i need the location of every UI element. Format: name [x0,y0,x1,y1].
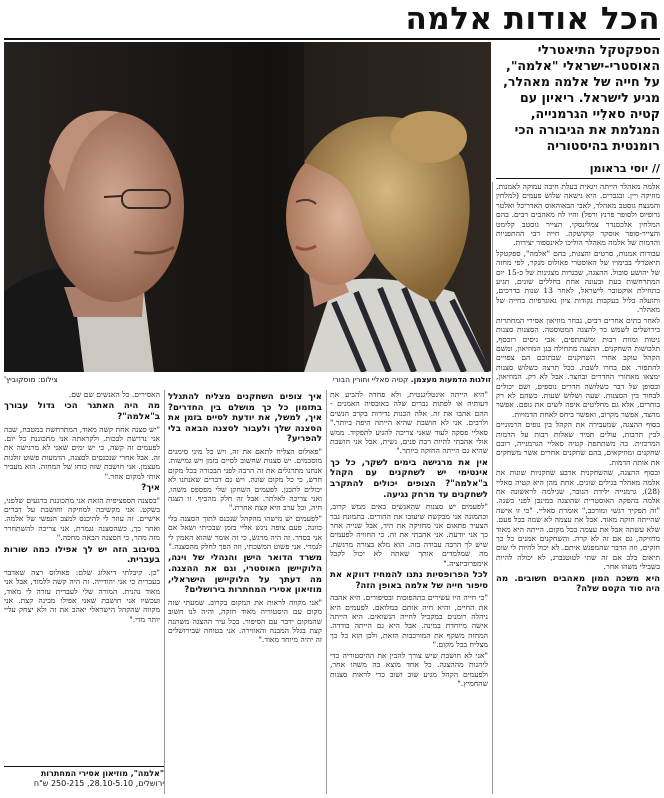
body-paragraph: האסירים. כל האנשים שם שם. [68,390,160,399]
body-paragraph: "פאולוס הצליח לתאם את זה, ויש כל מיני סימנים מוסכמים. יש סצנות שחשוב לסיים בזמן ויש גמישות. אנחנו מתרגלים את זה הרבה לפני הבכורה בכל מקום חדש, כי כל מקום שונה. ויש גם דברים שאנחנו לא יכולים לתכנן. לפעמים השחקן שלי מפספס משהו, ואני צריכה לאלתר. אבל זה חלק מהכיף. זו הצגה חיה, וכל ערב היא קצת אחרת." [168,446,322,513]
body-paragraph: "אני מקווה לראות את המקום בקרוב. שמעתי שזה מקום עם היסטוריה מאוד חזקה, והיה לנו חשוב שהמקום ידבר עם הסיפור. בכל עיר ההצגה משתנה קצת בגלל המבנה והאווירה. אני בטוחה שבירושלים זה יהיה מיוחד מאוד." [168,597,322,645]
article-deck: הספקטקל התיאטרלי האוסטרי-ישראלי "אלמה", על חייה של אלמה מאהלר, מגיע לישראל. ריאיון עם קטיה סאלִיי הגרמנייה, המגלמת את הגיבורה הכי רומנטית בהיסטוריה [503,42,660,153]
body-paragraph: אלמה מאהלר הייתה ויגאית בעלת חיבה עמוקה לאמנות, מוזיקה ויין. ובגברים. היא נישאה שלוש פעמים (למלחין והמנצח גוסטב מאהלר, לאבי הבאוהאוס האדריכל ואלטר גרופיוס ולסופר פרנץ ורפל) והיו לה מאהבים רבים. בהם המלחין אלכסנדר צמלינסקי, הצייר גוסטב קלימט והצייר-סופר אוסקר קוקושקה. חייה רבי ההתפניות והדמות של אלמה מאהלר הוליכו לאינספור יצירות. [496,182,660,248]
event-info-box [4,766,164,797]
event-details: ירושלים, 28.10-5.10, 250-215 ש"ח [33,779,164,788]
body-paragraph: "לפעמים יש מישהו מהקהל שנכנס לתוך הסצנה בלי כוונה. פעם צופה ניגש אליי בזמן שבכיתי ושאל אם אני בסדר. זה היה מרגש, כי זה אומר שהוא האמין לי לגמרי. אני פשוט המשכתי, וזה הפך לחלק מהסצנה." [168,513,322,552]
text-column-4 [4,390,160,762]
body-paragraph: "יש סצנה אחת קשה מאוד, המתרחשת במטבח, שבה אני נדרשת לבכות. ולקראתה אני מתכוננת כל יום. לפעמים זה קשה, כי יש ימים שאני לא מרגישה את זה. אבל אחרי שנכנסים לסצנה, הדמעות פשוט זולגות מעצמן. אני חושבת שזה כוחו של המחזה. הוא מעביר אותי למקום אחר." [4,424,160,481]
photo-caption [4,373,491,387]
interview-question: איך? [141,483,160,494]
body-paragraph: "אני לא חושבת שיש צורך להבין את ההיסטוריה כדי ליהנות מההצגה. כל אחד מוצא בה משהו אחר, ולפעמים הקהל מגיע שוב ושוב כדי לראות סצנות שהחמיץ." [330,650,488,688]
interview-question: בסיבוב הזה יש לך אפילו כמה שורות בעברית. [4,544,160,566]
caption-text [333,373,491,387]
body-paragraph: "כי חייה היו עשירים בתהפוכות ובסיפורים. היא אהבה את החיים, והיא חיה אותם במלואם. לפעמים היא ניהלה רומנים במקביל לחייה הנשואים. היא הייתה אישה מיוחדת במינה. אבל היא גם הייתה בודדה. המחזה משקף את המורכבות הזאת, ולכן הוא כל כך מצליח בכל מקום." [330,593,488,650]
interview-question: אין את מרגישה בימים לשקר, כל כך אינטימי יש לשחקנים עם הקהל ב"אלמה"? הצופים יכולים להתקרב לשחקנים עד מרחק נגיעה. [330,457,488,500]
byline: // יוסי בראומן [496,160,660,179]
column-divider [326,390,327,794]
body-paragraph: "כן. קיבלתי דיאלוג שלם: פאולוס רצה שאדבר בעברית כי אני יהודייה. זה היה קשה ללמוד, אבל אני מאוד נהנית. המורה שלי לעברית עזרה לי מאוד, ועכשיו אני חושבת שאני אפילו מבינה קצת. אני מקווה שהקהל הישראלי יאהב את זה ולא יצחק עליי יותר מדי." [4,567,160,624]
body-paragraph: עבודות אמנות, סרטים והצגות, בהם "אלמה", ספקטקל תיאטרלי בבימויו של האוסטרי פאולוס מנקר, לפי מחזה של יהושע סובול. ההצגה, שבגרות מצגינות של כ-15 יום המתרחשות בעת ובעונה אחת בחללים שונים, תגיע בתחילת אוקטובר לישראל, לאחר 13 שנות בדרכים, ותועלה בליל בעקבות נקודות ציון גאוגרפיות בחייה של מאהלר. [496,248,660,315]
caption-bold: זולגות הדמעות מעצמן. [410,375,491,384]
article-photo [4,42,491,372]
column-divider [492,182,493,794]
article-title: הכל אודות אלמה [405,1,660,37]
text-column-3 [168,390,322,794]
text-column-1 [496,182,660,794]
column-divider [164,390,165,794]
body-paragraph: בסוף ההצגה, שמעבירה את הקהל בין נופים הרמוניים לבין תרבות, עולים תמיד שאלות רבות על הדמות המרכזית. בה משתתפת קטיה סאליי הגרמנייה, רובם שחקנים ומוזיקאים, בהם שחקנים אחרים אשר משחקים את אותה הדמות. [496,420,660,467]
interview-question: איך צופים השחקנים מצליח להתגלל בתזמון כל כך מושלם בין החדרים? איך, למשל, את יודעת לסיים בזמן את הסצנה שלך ולעבור לסצנה הבאה בלי להפריע? [168,392,322,445]
body-paragraph: "לפעמים יש סצנות שהאנשים באים ממש קרוב, ובתמונה אני מבקשת שיעזבו את ההורים. בתמונת גבר הצעיר פתאום אני מחזיקה את היד, אבל שנייה אחר כך אני יודעת. אני אהבתי את זה. כי החוויה לפעמים שיש לך הרבה עבודה בזה. הוא מלא בצורה מרגשת. מה שמלמדים אותך שאתה לא יכול לקבל אימפרוביזציה." [330,502,488,568]
event-name: "אלמה", מוזיאון אסירי המחתרות [40,769,164,778]
body-paragraph: "היא הייתה אינטליגנטית, ולא פחדה להביע את דעותיה או לפתות גברים שלה באובסיה האמנים - ההם אהבו את זה. אלה הכנות נדירות בקרב הנשים ולרבים. אני לא חושבת שהיא הייתה היפה ביותר." סאליי פסקה לעוד שאני צריכה להגיע לתפקיד. ממש אולי אהבתי להיות רבת פנים, נשית, אבל אני חושבת שהיא גם הייתה החזקה ביותר." [330,390,488,456]
title-rule [4,38,660,40]
body-paragraph: ובסוף ההצגה, שהשחקנית ארבע שחקניות שונות את אלמה מאהלר בגילים שונים. אחת מהן היא קטיה סאליי (28), גרמנייה ילידת הנובר, שגילמה לראשונה את אלמה בהפקה האוסטרית שהוצגה במינכן לפני כשנה. "זה תפקיד רגשי ומורכב," אומרת סאליי. "כי זו אישה שהייתה חזקה מאוד. אבל את עצמה לא שמה בכל פעם. שלא עשתה אבל את עצמה בכל מקום. הייתה היא מאוד מחזיקה, גם אם זה לא קרה. והשחקנים אמנים כל כך חזקים, וזה הדבר שהמפגש איתם. לא יכול להיות לי שום תיאום בלב אם זה שתי לטוטנברג, לא יכולה להיות בשבילי משהו אחר. [496,468,660,572]
photo-illustration [4,42,491,372]
interview-question: מה היה האתגר הכי גדול עבורך ב"אלמה"? [4,401,160,422]
interview-question: היא משכה המון מאהבים חשובים. מה היה סוד הקסם שלה? [496,573,660,595]
caption-names: קטיה סאליי וחורין הבורי [332,375,411,384]
interview-question: לכל הפרופסיות נתנו להמחיז דווקא את סיפור חייה של אלמה באופן הזה? [330,570,488,591]
body-paragraph: "בסצנה הספציפית הזאת אני מתכוננת ברגעים שלפני, בשקט. אני מקשיבה למוזיקה וחושבת על דברים אישיים. זה עוזר לי להיכנס למצב הנפשי של אלמה. ואחר כך, כשהסצנה נגמרת, אני צריכה להשתחרר מזה מהר, כי הסצנה הבאה מחכה." [4,495,160,543]
text-column-2 [330,390,488,794]
body-paragraph: לאחר בתים אחרים רבים, נבחר מוזיאון אסירי המחתרות בירושלים לשמש כר להצגה המטוסטה. הסצנות סצנות ניטות ומוות רבות ומשתתפים, אבי ניסים רובסף, תלבושות השחקנים. ההצגה מתחילה בגן המוזיאון, ומשם הקהל עוקב אחרי השחקנים שבתוכם הם צפויים להתפזר. אם בחרו לשבת. ככל תרצה כשלוש סצנות ימצאו מאחורי החדרים ובחצר. אבל לא רק. המוזיאון, ובסופן של דבר כשלושה חדרים נוספים, ושם יכולים לבחור בין הסצנות. שעה ושלוש שעות. כשהם לא רק בוחרים, אלא גם מחליטים איפה לשים את גופם. אפשר מהצד, אפשר מקרוב, ואפשר ביחס לאחת הדמויות. [496,315,660,419]
interview-question: משרד הדואר הישן והנהלי של וינה, הלוקיישן האוסטרי, וגם את ההצגה. מה דעתך על הלוקיישן הישראלי, מוזיאון אסירי המחתרות בירושלים? [168,553,322,596]
photo-credit: צילום: מוסקוביץ' [4,375,58,384]
